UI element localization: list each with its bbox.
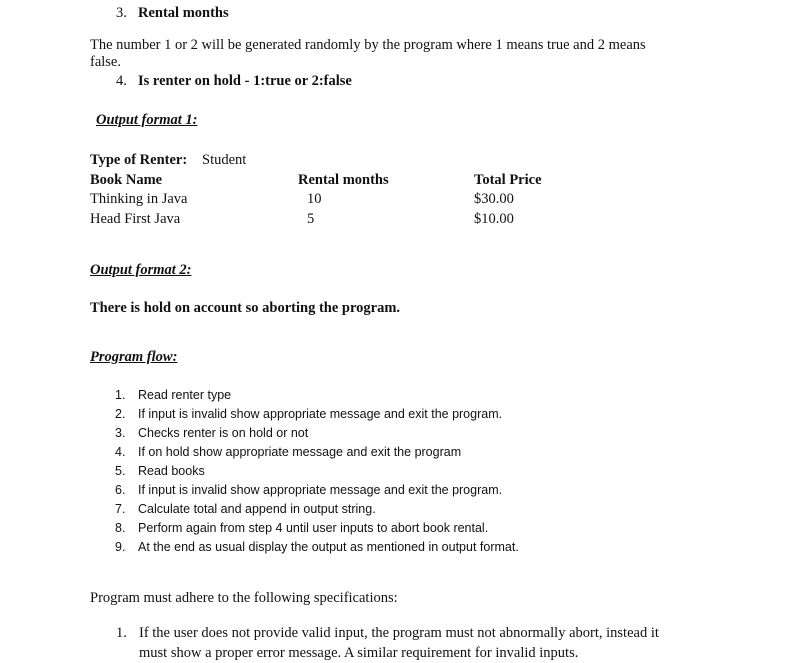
table-cell-book: Thinking in Java	[90, 191, 188, 207]
program-flow-heading: Program flow:	[90, 349, 178, 365]
list-number: 1.	[116, 625, 127, 641]
list-number: 4.	[115, 445, 126, 459]
specs-intro: Program must adhere to the following specifications:	[90, 590, 398, 606]
table-cell-price: $30.00	[474, 191, 514, 207]
spec-line: If the user does not provide valid input, the program must not abnormally abort, instead it	[139, 625, 659, 641]
flow-step: Read renter type	[138, 388, 232, 402]
spec-line: must show a proper error message. A similar requirement for invalid inputs.	[139, 645, 579, 661]
list-number: 7.	[115, 502, 126, 516]
list-number: 3.	[115, 426, 126, 440]
renter-type-label: Type of Renter:	[90, 152, 188, 168]
table-cell-months: 10	[307, 191, 322, 207]
paragraph-line: The number 1 or 2 will be generated randomly by the program where 1 means true and 2 means	[90, 37, 646, 53]
flow-step: At the end as usual display the output as mentioned in output format.	[138, 540, 519, 554]
flow-step: Checks renter is on hold or not	[138, 426, 309, 440]
flow-step: If input is invalid show appropriate message and exit the program.	[138, 483, 503, 497]
paragraph-line: false.	[90, 54, 121, 70]
renter-type-value: Student	[202, 152, 247, 168]
table-cell-book: Head First Java	[90, 211, 181, 227]
list-number: 6.	[115, 483, 126, 497]
flow-step: Perform again from step 4 until user inputs to abort book rental.	[138, 521, 489, 535]
column-header-book-name: Book Name	[90, 172, 163, 188]
flow-step: If on hold show appropriate message and exit the program	[138, 445, 462, 459]
output-format-1-heading: Output format 1:	[96, 112, 198, 128]
list-number: 1.	[115, 388, 126, 402]
flow-step: Calculate total and append in output string.	[138, 502, 376, 516]
list-number: 2.	[115, 407, 126, 421]
list-number: 8.	[115, 521, 126, 535]
item-heading-rental-months: Rental months	[138, 5, 229, 21]
flow-step: Read books	[138, 464, 205, 478]
hold-abort-message: There is hold on account so aborting the program.	[90, 300, 401, 316]
list-number: 4.	[116, 73, 127, 89]
output-format-2-heading: Output format 2:	[90, 262, 192, 278]
list-number: 5.	[115, 464, 126, 478]
table-cell-price: $10.00	[474, 211, 514, 227]
table-cell-months: 5	[307, 211, 315, 227]
column-header-total-price: Total Price	[474, 172, 542, 188]
list-number: 3.	[116, 5, 127, 21]
flow-step: If input is invalid show appropriate message and exit the program.	[138, 407, 503, 421]
column-header-rental-months: Rental months	[298, 172, 389, 188]
list-number: 9.	[115, 540, 126, 554]
item-heading-hold: Is renter on hold - 1:true or 2:false	[138, 73, 352, 89]
